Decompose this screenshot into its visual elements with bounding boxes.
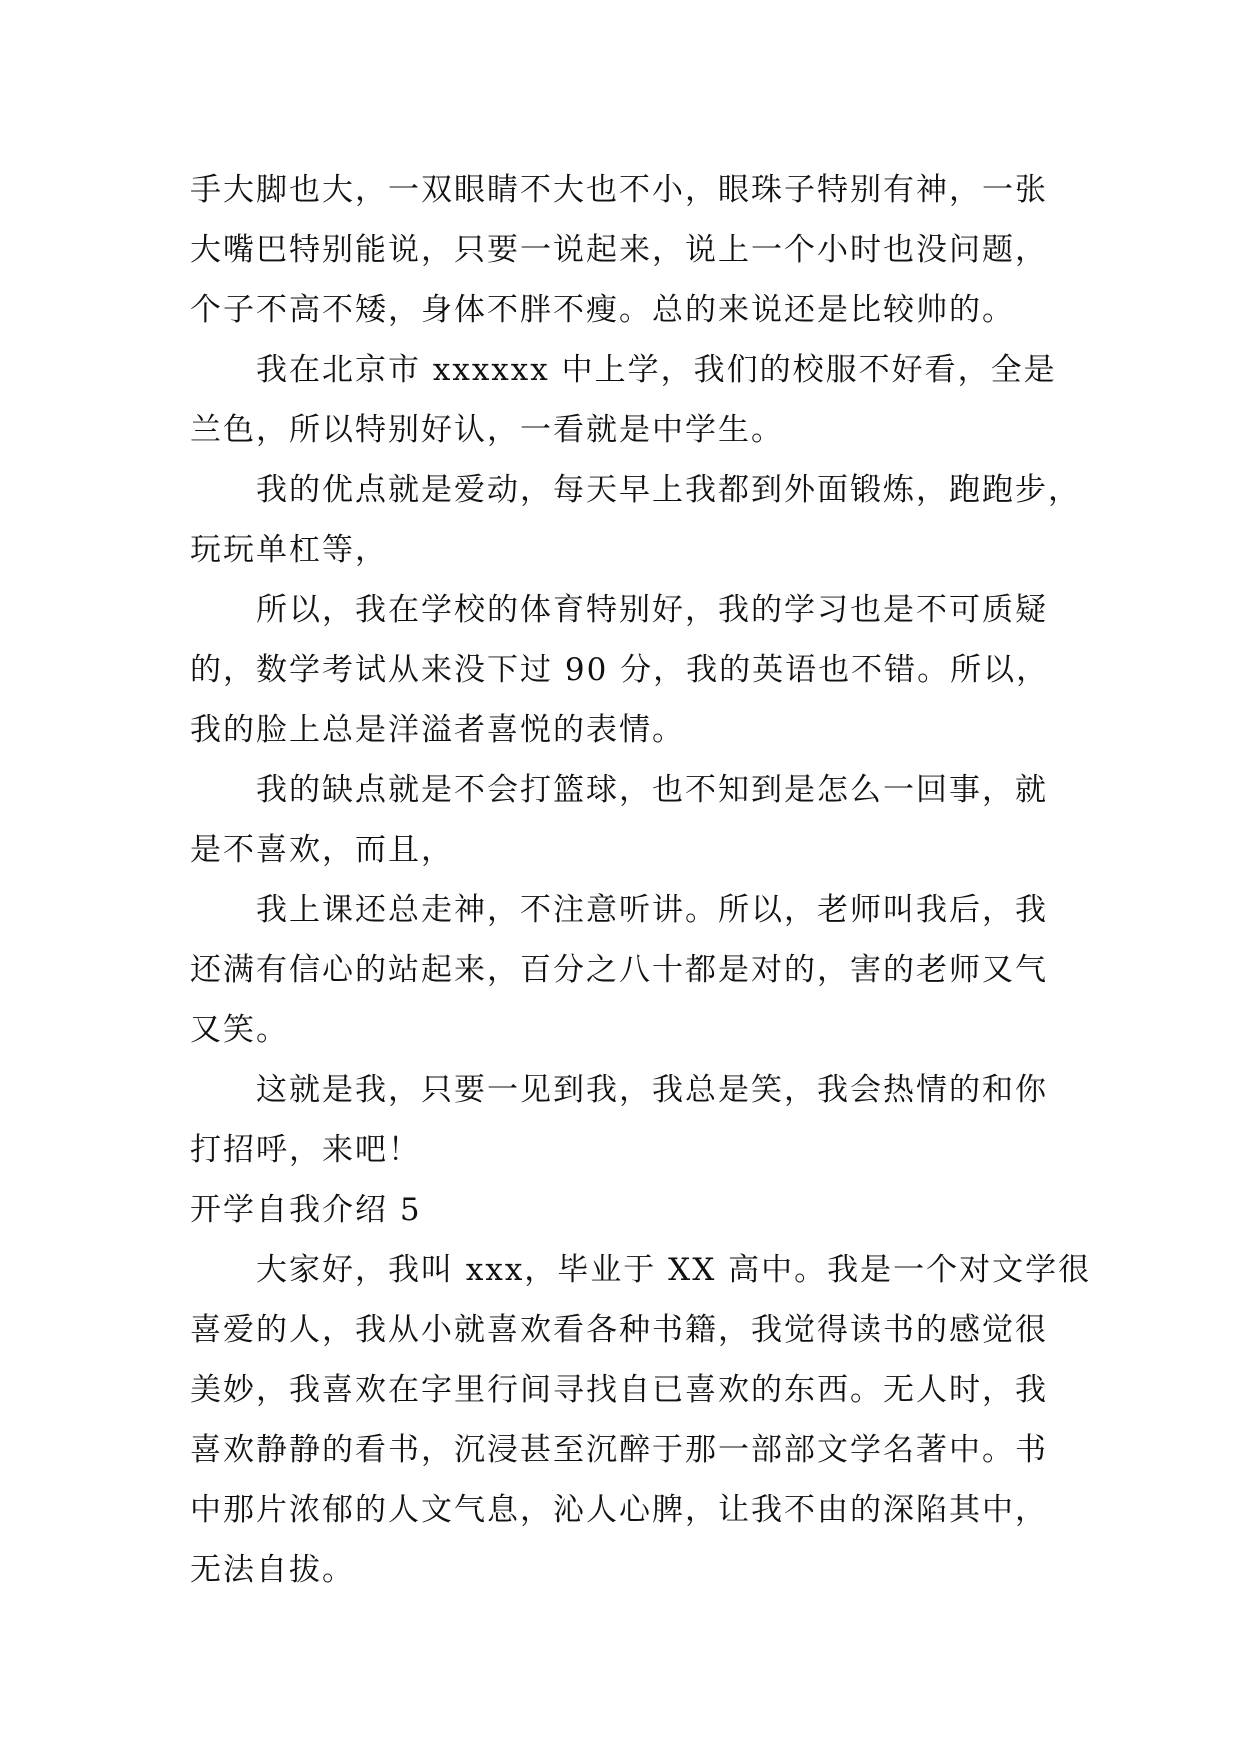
paragraph-first-line: 大家好，我叫 xxx，毕业于 XX 高中。我是一个对文学很 — [256, 1252, 1092, 1288]
text-line: 兰色，所以特别好认，一看就是中学生。 — [190, 412, 784, 448]
paragraph-first-line: 这就是我，只要一见到我，我总是笑，我会热情的和你 — [256, 1072, 1048, 1108]
paragraph-first-line: 我的优点就是爱动，每天早上我都到外面锻炼，跑跑步， — [256, 472, 1081, 508]
text-line: 美妙，我喜欢在字里行间寻找自已喜欢的东西。无人时，我 — [190, 1372, 1048, 1408]
text-line: 手大脚也大，一双眼睛不大也不小，眼珠子特别有神，一张 — [190, 172, 1048, 208]
paragraph-first-line: 我在北京市 xxxxxx 中上学，我们的校服不好看，全是 — [256, 352, 1057, 388]
paragraph-first-line: 我上课还总走神，不注意听讲。所以，老师叫我后，我 — [256, 892, 1048, 928]
section-heading: 开学自我介绍 5 — [190, 1192, 422, 1228]
text-line: 打招呼，来吧！ — [190, 1132, 421, 1168]
paragraph-first-line: 所以，我在学校的体育特别好，我的学习也是不可质疑 — [256, 592, 1048, 628]
document-page — [190, 160, 1092, 1600]
text-line: 的，数学考试从来没下过 90 分，我的英语也不错。所以， — [190, 652, 1050, 688]
text-line: 个子不高不矮，身体不胖不瘦。总的来说还是比较帅的。 — [190, 292, 1015, 328]
paragraph-first-line: 我的缺点就是不会打篮球，也不知到是怎么一回事，就 — [256, 772, 1048, 808]
text-line: 玩玩单杠等， — [190, 532, 388, 568]
text-line: 无法自拔。 — [190, 1552, 355, 1588]
text-line: 又笑。 — [190, 1012, 289, 1048]
text-line: 是不喜欢，而且， — [190, 832, 454, 868]
text-line: 中那片浓郁的人文气息，沁人心脾，让我不由的深陷其中， — [190, 1492, 1048, 1528]
text-line: 喜爱的人，我从小就喜欢看各种书籍，我觉得读书的感觉很 — [190, 1312, 1048, 1348]
text-line: 还满有信心的站起来，百分之八十都是对的，害的老师又气 — [190, 952, 1048, 988]
text-line: 大嘴巴特别能说，只要一说起来，说上一个小时也没问题， — [190, 232, 1048, 268]
text-line: 我的脸上总是洋溢者喜悦的表情。 — [190, 712, 685, 748]
text-line: 喜欢静静的看书，沉浸甚至沉醉于那一部部文学名著中。书 — [190, 1432, 1048, 1468]
